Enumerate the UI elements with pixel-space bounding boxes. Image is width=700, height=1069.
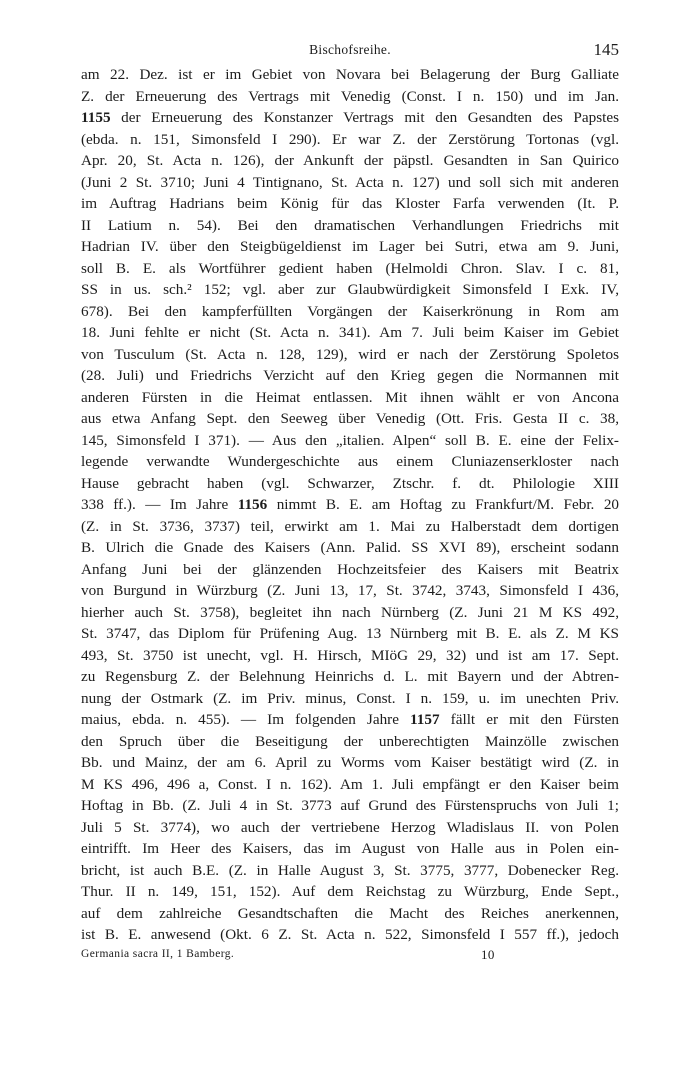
text-run: M KS 496, 496 a, Const. I n. 162). Am 1. Juli empfängt er den Kaiser beim [81, 775, 619, 793]
text-line [81, 430, 619, 452]
text-run: am 22. Dez. ist er im Gebiet von Novara bei Belagerung der Burg Galliate [81, 66, 619, 83]
text-run: zu Regensburg Z. der Belehnung Heinrichs d. L. mit Bayern und der Abtren- [81, 668, 619, 685]
text-run: ist B. E. anwesend (Okt. 6 Z. St. Acta n. 522, Simonsfeld I 557 ff.), jedoch [81, 926, 619, 943]
text-run: maius, ebda. n. 455). — Im folgenden Jahre [81, 711, 411, 728]
text-line [81, 258, 619, 280]
text-line [81, 301, 619, 323]
text-run: Hadrian IV. über den Steigbügeldienst im Lager bei Sutri, etwa am 9. Juni, [81, 238, 619, 255]
text-line [81, 451, 619, 473]
text-line [81, 344, 619, 366]
text-run: bricht, ist auch B.E. (Z. in Halle August 3, St. 3775, 3777, Dobenecker Reg. [81, 861, 619, 879]
text-run: fällt er mit den Fürsten [439, 711, 619, 728]
text-line [81, 709, 619, 731]
text-line [81, 322, 619, 344]
body-text [81, 64, 619, 946]
text-line [81, 580, 619, 602]
text-run: im Auftrag Hadrians beim König für das Kloster Farfa verwenden (It. P. [81, 195, 619, 212]
year-highlight: 1155 [81, 109, 111, 126]
printer-signature: Germania sacra II, 1 Bamberg. [81, 948, 235, 960]
text-run: (Z. in St. 3736, 3737) teil, erwirkt am 1. Mai zu Halberstadt dem dortigen [81, 517, 619, 535]
year-highlight: 1157 [410, 711, 440, 728]
text-run: von Tusculum (St. Acta n. 128, 129), wird er nach der Zerstörung Spoletos [81, 345, 619, 363]
text-run: eintrifft. Im Heer des Kaisers, das im August von Halle aus in Polen ein- [81, 840, 619, 857]
text-line [81, 516, 619, 538]
text-line [81, 795, 619, 817]
text-run: nung der Ostmark (Z. im Priv. minus, Const. I n. 159, u. im unechten Priv. [81, 689, 619, 707]
text-run: II Latium n. 54). Bei den dramatischen Verhandlungen Friedrichs mit [81, 216, 619, 234]
text-line [81, 688, 619, 710]
text-run: nimmt B. E. am Hoftag zu Frankfurt/M. Febr. 20 [267, 496, 619, 513]
text-line [81, 365, 619, 387]
text-line [81, 236, 619, 258]
text-line [81, 838, 619, 860]
text-line [81, 172, 619, 194]
text-run: Anfang Juni bei der glänzenden Hochzeitsfeier des Kaisers mit Beatrix [81, 560, 619, 578]
text-line [81, 623, 619, 645]
text-line [81, 602, 619, 624]
text-run: 678). Bei den kampferfüllten Vorgängen der Kaiserkrönung in Rom am [81, 302, 619, 320]
running-title: Bischofsreihe. [309, 42, 391, 57]
text-run: aus etwa Anfang Sept. den Seeweg über Venedig (Ott. Fris. Gesta II c. 38, [81, 410, 619, 427]
text-line [81, 193, 619, 215]
text-run: Z. der Erneuerung des Vertrags mit Venedig (Const. I n. 150) und im Jan. [81, 87, 619, 105]
text-line [81, 881, 619, 903]
text-line [81, 731, 619, 753]
text-run: der Erneuerung des Konstanzer Vertrags mit den Gesandten des Papstes [110, 109, 619, 126]
text-run: (28. Juli) und Friedrichs Verzicht auf den Krieg gegen die Normannen mit [81, 367, 619, 384]
text-run: anderen Fürsten in die Heimat entlassen. Mit ihnen wählt er von Ancona [81, 388, 619, 406]
text-run: Juli 5 St. 3774), wo auch der vertriebene Herzog Wladislaus II. von Polen [81, 818, 619, 836]
text-line [81, 537, 619, 559]
text-run: Apr. 20, St. Acta n. 126), der Ankunft der päpstl. Gesandten in San Quirico [81, 152, 619, 169]
text-run: hierher auch St. 3758), begleitet ihn nach Nürnberg (Z. Juni 21 M KS 492, [81, 603, 619, 621]
text-line [81, 924, 619, 946]
text-line [81, 215, 619, 237]
text-run: 493, St. 3750 ist unecht, vgl. H. Hirsch, MIöG 29, 32) und ist am 17. Sept. [81, 646, 619, 664]
text-run: B. Ulrich die Gnade des Kaisers (Ann. Palid. SS XVI 89), erscheint sodann [81, 539, 619, 556]
text-line [81, 279, 619, 301]
text-run: SS in us. sch.² 152; vgl. aber zur Glaubwürdigkeit Simonsfeld I Exk. IV, [81, 281, 619, 298]
page-number: 145 [593, 40, 619, 59]
text-run: 145, Simonsfeld I 371). — Aus den „italien. Alpen“ soll B. E. eine der Felix- [81, 431, 619, 449]
text-run: den Spruch über die Beseitigung der unberechtigten Mainzölle zwischen [81, 732, 619, 750]
text-line [81, 860, 619, 882]
text-line [81, 129, 619, 151]
text-line [81, 494, 619, 516]
text-run: 18. Juni fehlte er nicht (St. Acta n. 341). Am 7. Juli beim Kaiser im Gebiet [81, 324, 619, 341]
page-footer [81, 948, 619, 966]
text-line [81, 387, 619, 409]
text-line [81, 86, 619, 108]
text-line [81, 64, 619, 86]
text-run: St. 3747, das Diplom für Prüfening Aug. 13 Nürnberg mit B. E. als Z. M KS [81, 625, 619, 642]
text-line [81, 752, 619, 774]
text-line [81, 645, 619, 667]
text-run: auf dem zahlreiche Gesandtschaften die Macht des Reiches anerkennen, [81, 904, 619, 922]
text-run: Thur. II n. 149, 151, 152). Auf dem Reichstag zu Würzburg, Ende Sept., [81, 883, 619, 900]
text-run: von Burgund in Würzburg (Z. Juni 13, 17, St. 3742, 3743, Simonsfeld I 436, [81, 582, 619, 599]
text-line [81, 559, 619, 581]
text-line [81, 408, 619, 430]
text-line [81, 666, 619, 688]
sheet-number: 10 [481, 947, 495, 962]
text-line [81, 107, 619, 129]
text-run: 338 ff.). — Im Jahre [81, 496, 238, 513]
text-run: Bb. und Mainz, der am 6. April zu Worms vom Kaiser bestätigt wird (Z. in [81, 754, 619, 771]
text-run: Hoftag in Bb. (Z. Juli 4 in St. 3773 auf Grund des Fürstenspruchs von Juli 1; [81, 797, 619, 814]
page-header [81, 40, 619, 64]
year-highlight: 1156 [237, 496, 268, 513]
text-line [81, 473, 619, 495]
text-run: (Juni 2 St. 3710; Juni 4 Tintignano, St. Acta n. 127) und soll sich mit anderen [81, 173, 619, 191]
text-line [81, 817, 619, 839]
text-run: legende verwandte Wundergeschichte aus einem Cluniazenserkloster nach [81, 453, 619, 470]
text-line [81, 903, 619, 925]
text-run: Hause gebracht haben (vgl. Schwarzer, Ztschr. f. dt. Philologie XIII [81, 474, 619, 492]
text-run: (ebda. n. 151, Simonsfeld I 290). Er war Z. der Zerstörung Tortonas (vgl. [81, 130, 619, 148]
text-line [81, 774, 619, 796]
text-line [81, 150, 619, 172]
text-run: soll B. E. als Wortführer gedient haben (Helmoldi Chron. Slav. I c. 81, [81, 259, 619, 277]
